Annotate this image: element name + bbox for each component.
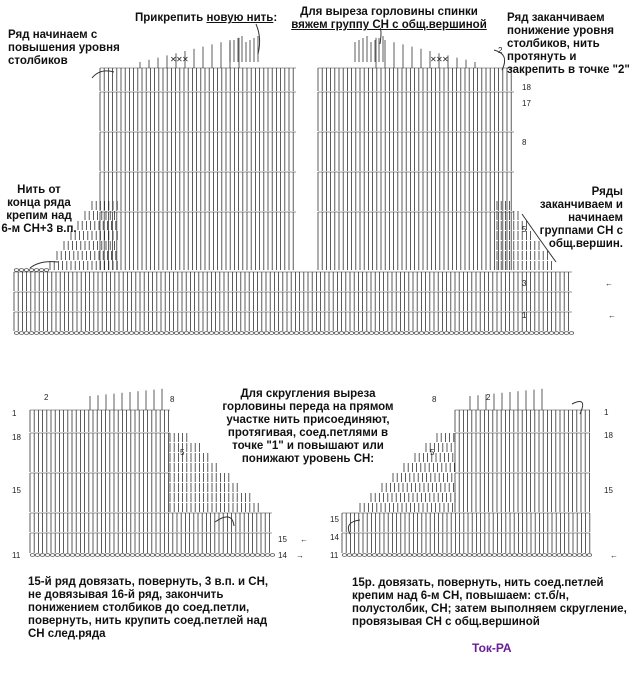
front-right-chain: [542, 554, 547, 557]
chain-row-back: [314, 332, 319, 335]
chain-row-back: [194, 332, 199, 335]
front-left-chain: [195, 554, 200, 557]
chain-row-back: [444, 332, 449, 335]
front-right-chain: [377, 554, 382, 557]
front-right-chain: [582, 554, 587, 557]
front-left-row-label: 15: [278, 535, 287, 544]
front-left-chain: [45, 554, 50, 557]
single-crochet-mark: ✕: [176, 55, 183, 64]
front-left-chain: [235, 554, 240, 557]
front-right-chain: [372, 554, 377, 557]
chain-row-back: [169, 332, 174, 335]
chain-row-back: [79, 332, 84, 335]
front-right-chain: [497, 554, 502, 557]
chain-row-back: [154, 332, 159, 335]
front-left-chain: [145, 554, 150, 557]
front-left-chain: [105, 554, 110, 557]
chain-row-back: [339, 332, 344, 335]
chain-row-back: [109, 332, 114, 335]
front-left-chain: [50, 554, 55, 557]
front-right-chain: [392, 554, 397, 557]
front-right-row-label: 15: [330, 515, 339, 524]
chain-row-back: [134, 332, 139, 335]
front-right-row-label: 5: [430, 448, 435, 457]
chain-row-back: [529, 332, 534, 335]
chain-row-back: [539, 332, 544, 335]
chain-row-back: [544, 332, 549, 335]
note-left-instructions: 15-й ряд довязать, повернуть, 3 в.п. и СН, не довязывая 16-й ряд, закончить понижением столбиков до соед.петли, повернуть, нить крупить соед.петлей над СН след.ряда: [28, 576, 269, 640]
chain-row-back: [34, 332, 39, 335]
front-right-chain: [522, 554, 527, 557]
chain-row-back: [464, 332, 469, 335]
front-left-row-label: 11: [12, 551, 21, 560]
row-direction-arrow: ←: [608, 311, 616, 320]
note-front-neck-rounding: Для скругления выреза горловины переда на прямом участке нить присоединяют, протягивая, соед.петлями в точке "1" и повышают или понижают уровень СН:: [222, 388, 394, 465]
chain-row-back: [524, 332, 529, 335]
front-right-chain: [357, 554, 362, 557]
front-right-row-label: 1: [604, 408, 609, 417]
chain-row-back: [499, 332, 504, 335]
chain-row-back: [239, 332, 244, 335]
front-left-chain: [240, 554, 245, 557]
front-right-chain: [462, 554, 467, 557]
chain-row-back: [519, 332, 524, 335]
note-back-neck-line1: Для выреза горловины спинки: [300, 6, 478, 18]
front-left-chain: [85, 554, 90, 557]
chain-row-back: [274, 332, 279, 335]
front-right-chain: [382, 554, 387, 557]
front-left-chain: [30, 554, 35, 557]
chain-row-back: [139, 332, 144, 335]
front-left-chain: [130, 554, 135, 557]
chain-row-back: [129, 332, 134, 335]
front-left-chain: [180, 554, 185, 557]
note-rows-groups: Ряды заканчиваем и начинаем группами СН с общ.вершин.: [539, 186, 623, 250]
front-right-chain: [567, 554, 572, 557]
front-right-chain: [537, 554, 542, 557]
single-crochet-mark: ✕: [442, 55, 449, 64]
front-left-chain: [190, 554, 195, 557]
front-left-row-label: 5: [180, 448, 185, 457]
chain-row-back: [144, 332, 149, 335]
left-side-chain: [34, 269, 39, 272]
chain-row-back: [39, 332, 44, 335]
front-right-chain: [557, 554, 562, 557]
front-right-row-label: 18: [604, 431, 613, 440]
back-row-label: 2: [498, 46, 503, 55]
chain-row-back: [174, 332, 179, 335]
row-direction-arrow: ←: [300, 535, 308, 544]
front-right-chain: [472, 554, 477, 557]
front-right-chain: [402, 554, 407, 557]
front-right-row-label: 15: [604, 486, 613, 495]
chain-row-back: [184, 332, 189, 335]
front-left-chain: [70, 554, 75, 557]
front-right-chain: [447, 554, 452, 557]
front-right-chain: [452, 554, 457, 557]
note-back-neck-line2: вяжем группу СН с общ.вершиной: [291, 19, 487, 31]
front-left-chain: [265, 554, 270, 557]
chain-row-back: [374, 332, 379, 335]
chain-row-back: [229, 332, 234, 335]
front-left-chain: [255, 554, 260, 557]
chain-row-back: [294, 332, 299, 335]
chain-row-back: [244, 332, 249, 335]
front-left-chain: [155, 554, 160, 557]
chain-row-back: [369, 332, 374, 335]
front-right-chain: [492, 554, 497, 557]
row-direction-arrow: →: [296, 551, 304, 560]
chain-row-back: [404, 332, 409, 335]
front-left-chain: [230, 554, 235, 557]
front-right-chain: [367, 554, 372, 557]
single-crochet-mark: ✕: [436, 55, 443, 64]
front-right-chain: [517, 554, 522, 557]
front-left-row-label: 8: [170, 395, 175, 404]
chain-row-back: [59, 332, 64, 335]
chain-row-back: [489, 332, 494, 335]
front-right-chain: [502, 554, 507, 557]
chain-row-back: [114, 332, 119, 335]
chain-row-back: [569, 332, 574, 335]
front-right-row-label: 8: [432, 395, 437, 404]
front-right-chain: [412, 554, 417, 557]
front-left-chain: [60, 554, 65, 557]
front-left-chain: [210, 554, 215, 557]
left-side-chain: [14, 269, 19, 272]
back-row-label: 3: [522, 279, 527, 288]
front-left-chain: [250, 554, 255, 557]
front-left-row-label: 15: [12, 486, 21, 495]
chain-row-back: [269, 332, 274, 335]
front-right-chain: [352, 554, 357, 557]
chain-row-back: [359, 332, 364, 335]
chain-row-back: [564, 332, 569, 335]
front-left-chain: [260, 554, 265, 557]
signature-watermark: Ток-РА: [472, 641, 512, 655]
chain-row-back: [494, 332, 499, 335]
front-left-chain: [215, 554, 220, 557]
chain-row-back: [259, 332, 264, 335]
front-right-chain: [482, 554, 487, 557]
chain-row-back: [29, 332, 34, 335]
front-left-chain: [200, 554, 205, 557]
front-right-chain: [527, 554, 532, 557]
front-right-chain: [432, 554, 437, 557]
front-left-chain: [100, 554, 105, 557]
back-row-label: 5: [522, 225, 527, 234]
left-side-chain: [29, 269, 34, 272]
chain-row-back: [279, 332, 284, 335]
note-thread-from-row-end: Нить от конца ряда крепим над 6-м СН+3 в.п.: [1, 184, 77, 235]
left-side-chain: [24, 269, 29, 272]
chain-row-back: [304, 332, 309, 335]
left-side-chain: [39, 269, 44, 272]
front-right-chain: [347, 554, 352, 557]
chain-row-back: [554, 332, 559, 335]
chain-row-back: [434, 332, 439, 335]
front-right-row-label: 2: [486, 393, 491, 402]
chain-row-back: [189, 332, 194, 335]
chain-row-back: [209, 332, 214, 335]
chain-row-back: [409, 332, 414, 335]
front-left-chain: [40, 554, 45, 557]
single-crochet-mark: ✕: [430, 55, 437, 64]
back-row-label: 8: [522, 138, 527, 147]
front-left-chain: [165, 554, 170, 557]
chain-row-back: [419, 332, 424, 335]
front-right-chain: [477, 554, 482, 557]
front-left-chain: [125, 554, 130, 557]
front-left-chain: [150, 554, 155, 557]
front-left-arrow: [215, 517, 234, 526]
front-right-chain: [532, 554, 537, 557]
chain-row-back: [479, 332, 484, 335]
back-row-label: 18: [522, 83, 531, 92]
note-row-start: Ряд начинаем с повышения уровня столбиков: [8, 29, 120, 67]
front-left-chain: [120, 554, 125, 557]
chain-row-back: [19, 332, 24, 335]
chain-row-back: [319, 332, 324, 335]
chain-row-back: [24, 332, 29, 335]
chain-row-back: [54, 332, 59, 335]
note-attach-new-thread: [135, 12, 295, 25]
chain-row-back: [234, 332, 239, 335]
chain-row-back: [99, 332, 104, 335]
front-left-chain: [245, 554, 250, 557]
front-right-chain: [562, 554, 567, 557]
chain-row-back: [264, 332, 269, 335]
chain-row-back: [159, 332, 164, 335]
chain-row-back: [254, 332, 259, 335]
front-right-chain: [467, 554, 472, 557]
front-left-chain: [115, 554, 120, 557]
left-side-chain: [19, 269, 24, 272]
chain-row-back: [179, 332, 184, 335]
front-right-chain: [547, 554, 552, 557]
front-left-chain: [140, 554, 145, 557]
chain-row-back: [204, 332, 209, 335]
front-left-chain: [270, 554, 275, 557]
front-right-chain: [577, 554, 582, 557]
chain-row-back: [344, 332, 349, 335]
note-row-end: Ряд заканчиваем понижение уровня столбиков, нить протянуть и закрепить в точке "2": [507, 12, 630, 76]
single-crochet-mark: ✕: [170, 55, 177, 64]
chain-row-back: [559, 332, 564, 335]
note-attach-suffix: :: [273, 12, 278, 24]
front-left-chain: [95, 554, 100, 557]
chain-row-back: [69, 332, 74, 335]
front-right-chain: [572, 554, 577, 557]
chain-row-back: [454, 332, 459, 335]
chain-row-back: [534, 332, 539, 335]
front-right-chain: [407, 554, 412, 557]
chain-row-back: [44, 332, 49, 335]
chain-row-back: [219, 332, 224, 335]
front-right-chain: [552, 554, 557, 557]
chain-row-back: [324, 332, 329, 335]
front-right-chain: [587, 554, 592, 557]
front-left-chain: [80, 554, 85, 557]
front-right-chain: [507, 554, 512, 557]
front-right-row-label: 14: [330, 533, 339, 542]
front-right-row-label: 11: [330, 551, 339, 560]
chain-row-back: [514, 332, 519, 335]
front-right-arrow: [572, 402, 583, 414]
front-right-chain: [442, 554, 447, 557]
chain-row-back: [299, 332, 304, 335]
chain-row-back: [249, 332, 254, 335]
front-left-chain: [220, 554, 225, 557]
chain-row-back: [309, 332, 314, 335]
back-row-label: 17: [522, 99, 531, 108]
front-left-row-label: 18: [12, 433, 21, 442]
chain-row-back: [84, 332, 89, 335]
row-direction-arrow: ←: [610, 551, 618, 560]
chain-row-back: [224, 332, 229, 335]
chain-row-back: [284, 332, 289, 335]
front-left-chain: [170, 554, 175, 557]
front-right-chain: [387, 554, 392, 557]
front-right-chain: [417, 554, 422, 557]
front-right-chain: [427, 554, 432, 557]
chain-row-back: [329, 332, 334, 335]
chain-row-back: [349, 332, 354, 335]
front-left-chain: [160, 554, 165, 557]
front-left-chain: [185, 554, 190, 557]
chain-row-back: [414, 332, 419, 335]
single-crochet-mark: ✕: [182, 55, 189, 64]
chain-row-back: [504, 332, 509, 335]
front-right-chain: [362, 554, 367, 557]
chain-row-back: [289, 332, 294, 335]
chain-row-back: [379, 332, 384, 335]
chain-row-back: [94, 332, 99, 335]
chain-row-back: [74, 332, 79, 335]
chain-row-back: [354, 332, 359, 335]
chain-row-back: [399, 332, 404, 335]
left-side-chain: [44, 269, 49, 272]
chain-row-back: [49, 332, 54, 335]
chain-row-back: [389, 332, 394, 335]
chain-row-back: [64, 332, 69, 335]
front-right-chain: [422, 554, 427, 557]
front-right-chain: [397, 554, 402, 557]
chain-row-back: [449, 332, 454, 335]
front-right-chain: [512, 554, 517, 557]
chain-row-back: [384, 332, 389, 335]
front-left-chain: [55, 554, 60, 557]
chain-row-back: [469, 332, 474, 335]
chain-row-back: [484, 332, 489, 335]
front-left-chain: [225, 554, 230, 557]
chain-row-back: [509, 332, 514, 335]
front-left-row-label: 1: [12, 409, 17, 418]
chain-row-back: [124, 332, 129, 335]
chain-row-back: [439, 332, 444, 335]
chain-row-back: [89, 332, 94, 335]
front-left-chain: [110, 554, 115, 557]
front-right-chain: [437, 554, 442, 557]
front-left-chain: [90, 554, 95, 557]
note-attach-prefix: Прикрепить: [135, 12, 207, 24]
front-left-chain: [65, 554, 70, 557]
chain-row-back: [104, 332, 109, 335]
note-right-instructions: 15р. довязать, повернуть, нить соед.петлей крепим над 6-м СН, повышаем: ст.б/н, полустолбик, СН; затем выполняем скругление, провязывая СН с общ.вершиной: [352, 577, 627, 628]
chain-row-back: [199, 332, 204, 335]
chain-row-back: [119, 332, 124, 335]
front-left-chain: [175, 554, 180, 557]
front-right-chain: [457, 554, 462, 557]
chain-row-back: [474, 332, 479, 335]
chain-row-back: [549, 332, 554, 335]
chain-row-back: [424, 332, 429, 335]
chain-row-back: [459, 332, 464, 335]
chain-row-back: [334, 332, 339, 335]
front-left-row-label: 2: [44, 393, 49, 402]
chain-row-back: [364, 332, 369, 335]
attach-arrow-left: [92, 71, 114, 78]
front-left-chain: [135, 554, 140, 557]
note-attach-underlined: новую нить: [206, 12, 274, 24]
chain-row-back: [214, 332, 219, 335]
chain-row-back: [149, 332, 154, 335]
note-back-neck: [284, 6, 494, 32]
chain-row-back: [14, 332, 19, 335]
chain-row-back: [429, 332, 434, 335]
chain-row-back: [164, 332, 169, 335]
front-left-chain: [75, 554, 80, 557]
front-left-row-label: 14: [278, 551, 287, 560]
front-left-chain: [205, 554, 210, 557]
back-row-label: 1: [522, 311, 527, 320]
chain-row-back: [394, 332, 399, 335]
front-right-chain: [487, 554, 492, 557]
row-direction-arrow: ←: [605, 279, 613, 288]
front-left-chain: [35, 554, 40, 557]
front-right-chain: [342, 554, 347, 557]
